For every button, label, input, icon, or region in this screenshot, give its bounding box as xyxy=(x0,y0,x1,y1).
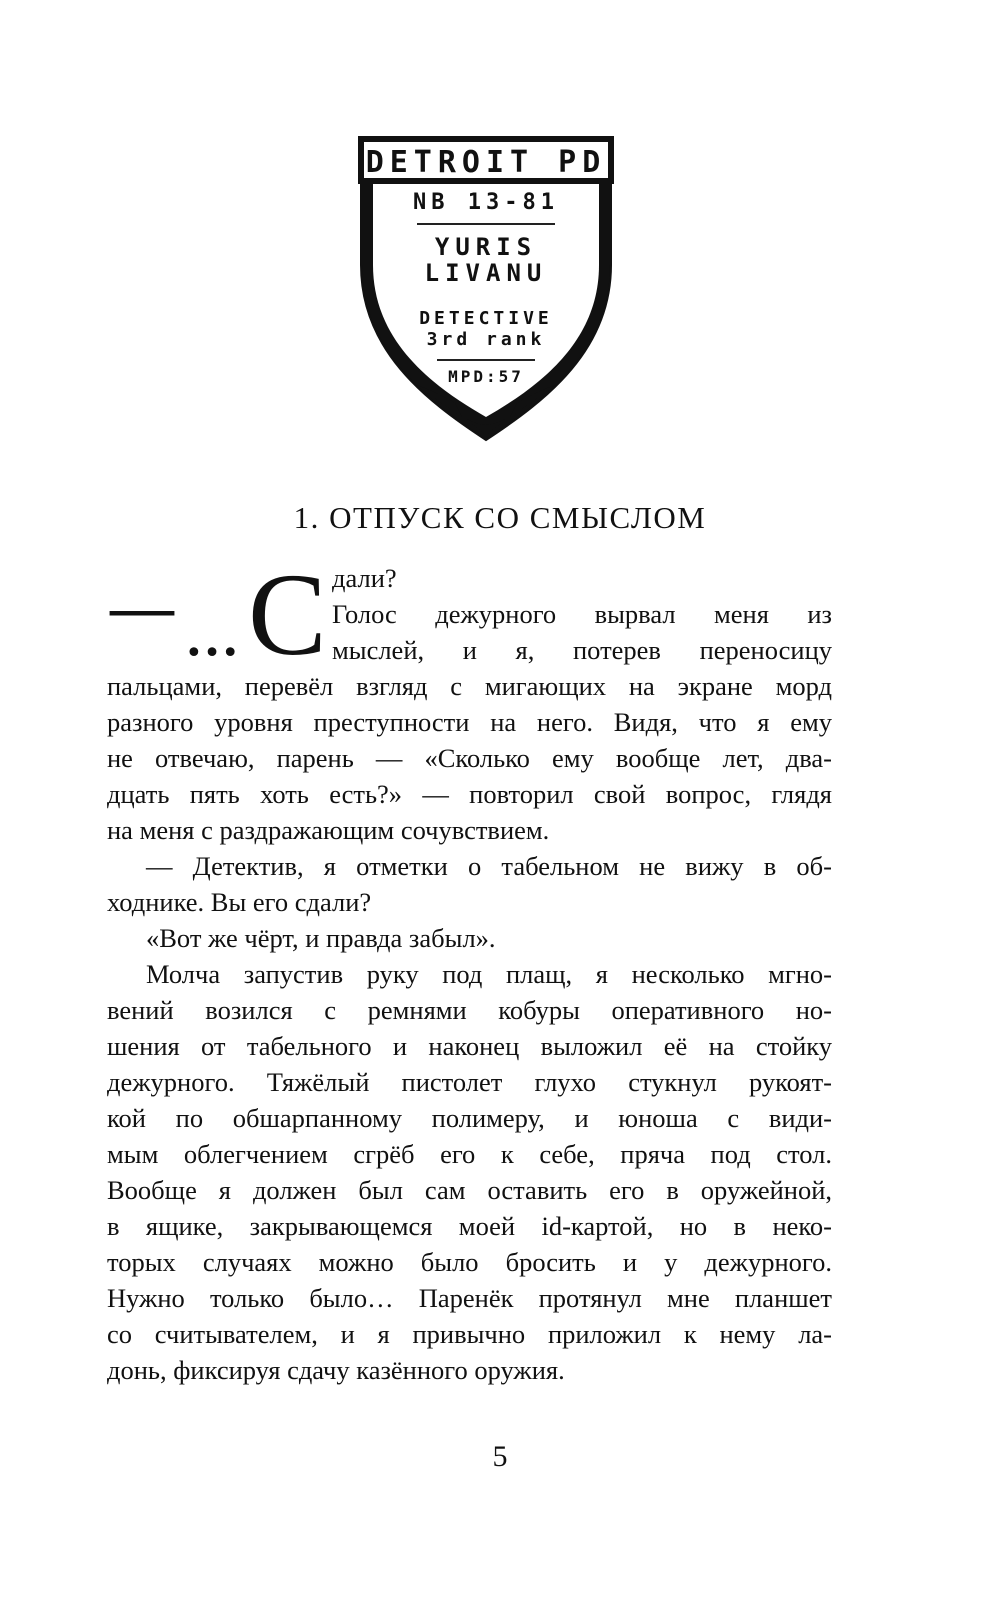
text-line: Нужно только было… Паренёк протянул мне планшет xyxy=(107,1283,832,1313)
text-line: мыслей, и я, потерев переносицу xyxy=(332,635,832,665)
text-line: пальцами, перевёл взгляд с мигающих на экране морд xyxy=(107,671,832,701)
text-line: Вообще я должен был сам оставить его в оружейной, xyxy=(107,1175,832,1205)
police-badge-emblem xyxy=(357,135,615,445)
dropcap-ellipsis: … xyxy=(185,607,241,667)
badge-rank-title: DETECTIVE xyxy=(419,308,553,329)
badge-title: DETROIT PD xyxy=(365,145,607,180)
text-line: на меня с раздражающим сочувствием. xyxy=(107,815,550,845)
text-line: — Детектив, я отметки о табельном не вижу в об- xyxy=(146,851,832,881)
text-line: ходнике. Вы его сдали? xyxy=(107,887,372,917)
badge-code: MPD:57 xyxy=(448,367,524,386)
text-line: Голос дежурного вырвал меня из xyxy=(332,599,832,629)
text-line: кой по обшарпанному полимеру, и юноша с види- xyxy=(107,1103,832,1133)
text-line: торых случаях можно было бросить и у дежурного. xyxy=(107,1247,832,1277)
text-line: вений возился с ремнями кобуры оперативного но- xyxy=(107,995,832,1025)
text-line: Молча запустив руку под плащ, я несколько мгно- xyxy=(146,959,832,989)
badge-divider xyxy=(417,223,555,225)
badge-number: NB 13-81 xyxy=(413,190,559,215)
text-line: в ящике, закрывающемся моей id-картой, но в неко- xyxy=(107,1211,832,1241)
badge-rank-level: 3rd rank xyxy=(426,329,546,350)
text-line: дцать пять хоть есть?» — повторил свой вопрос, глядя xyxy=(107,779,832,809)
badge-name-last: LIVANU xyxy=(424,259,548,287)
text-line: со считывателем, и я привычно приложил к нему ла- xyxy=(107,1319,832,1349)
dropcap-dash: — xyxy=(110,571,174,642)
page-number: 5 xyxy=(492,1440,508,1473)
shield-icon xyxy=(357,135,615,445)
chapter-title: 1. ОТПУСК СО СМЫСЛОМ xyxy=(293,500,707,535)
text-line: донь, фиксируя сдачу казённого оружия. xyxy=(107,1355,565,1385)
text-line: дали? xyxy=(332,563,397,593)
text-line: дежурного. Тяжёлый пистолет глухо стукнул рукоят- xyxy=(107,1067,832,1097)
text-line: не отвечаю, парень — «Сколько ему вообще лет, два- xyxy=(107,743,832,773)
badge-divider xyxy=(437,359,535,361)
text-line: «Вот же чёрт, и правда забыл». xyxy=(146,923,496,953)
badge-name-first: YURIS xyxy=(434,233,538,261)
text-line: мым облегчением сгрёб его к себе, пряча под стол. xyxy=(107,1139,832,1169)
text-line: шения от табельного и наконец выложил её на стойку xyxy=(107,1031,832,1061)
dropcap-letter: С xyxy=(248,549,327,680)
text-line: разного уровня преступности на него. Видя, что я ему xyxy=(107,707,832,737)
